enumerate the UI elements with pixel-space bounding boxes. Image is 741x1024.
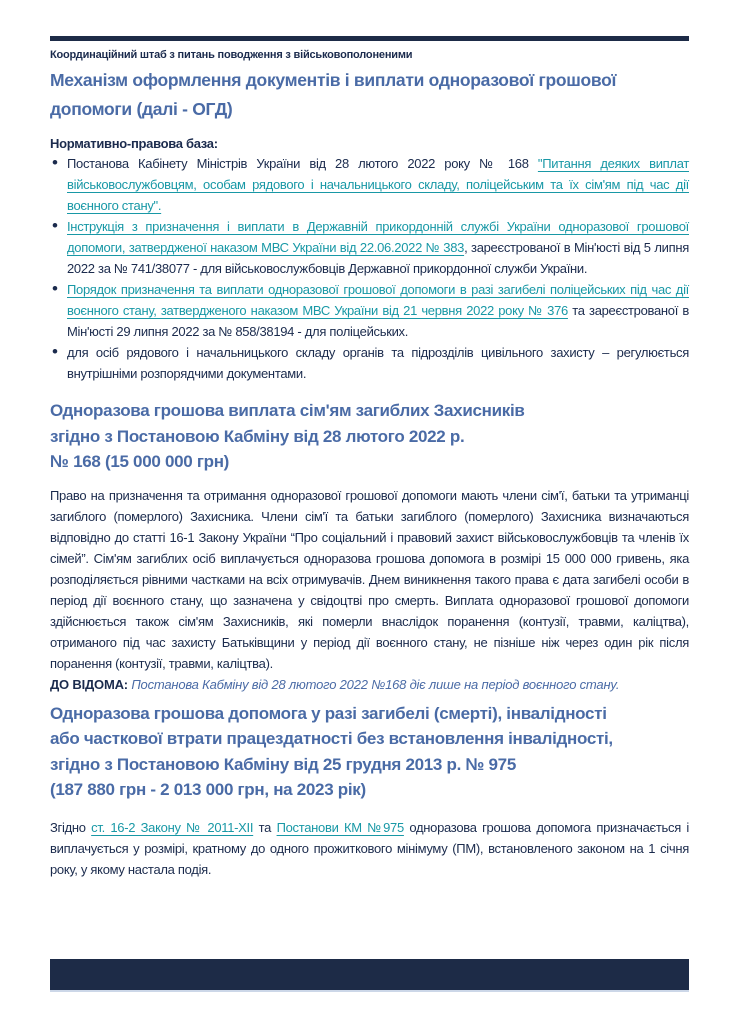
note-label: ДО ВІДОМА: [50,676,128,692]
doc-link[interactable]: "Питання деяких виплат військовослужбовцям, особам рядового і начальницького складу, поліцейським та їх сім'ям під час дії воєнного стану". [67,156,689,213]
bottom-divider-bar [50,959,689,992]
doc-title: Механізм оформлення документів і виплати одноразової грошової допомоги (далі - ОГД) [50,70,617,119]
heading-line: Одноразова грошова допомога у разі загибелі (смерті), інвалідності [50,703,607,723]
heading-line: або часткової втрати працездатності без встановлення інвалідності, [50,729,613,748]
doc-link[interactable]: Постанови КМ №975 [276,819,404,835]
text-segment: та зареєстрованої в Мін'юсті 29 липня 2022 за № 858/38194 - для поліцейських. [67,303,689,339]
doc-link[interactable]: Інструкція з призначення і виплати в Державній прикордонній службі України одноразової грошової допомоги, затвердженої наказом МВС України від 22.06.2022 № 383 [67,219,689,255]
heading-line: Одноразова грошова виплата сім'ям загиблих Захисників [50,401,525,420]
list-item [50,342,689,384]
list-item [50,153,689,216]
doc-link[interactable]: ст. 16-2 Закону № 2011-XII [91,819,254,835]
note-text: Постанова Кабміну від 28 лютого 2022 №168 діє лише на період воєнного стану. [131,676,620,692]
document-content [50,0,689,880]
heading-line: (187 880 грн - 2 013 000 грн, на 2023 рік) [50,780,366,799]
section2-paragraph [50,817,689,880]
section1-paragraph: Право на призначення та отримання одноразової грошової допомоги мають члени сім'ї, батьки та утриманці загиблого (померлого) Захисника. Члени сім'ї та батьки загиблого (померлого) Захисника визначаються відповідно до статті 16-1 Закону України “Про соціальний і правовий захист військовослужбовців та членів їх сімей”. Сім'ям загиблих осіб виплачується одноразова грошова допомога в розмірі 15 000 000 гривень, яка розподіляється рівними частками на всіх отримувачів. Днем виникнення такого права є дата загибелі особи в період дії воєнного стану, що зазначена у свідоцтві про смерть. Виплата одноразової грошової допомоги здійснюється також сім'ям Захисників, які померли внаслідок поранення (контузії, травми, каліцтва), отриманого під час захисту Батьківщини у період дії воєнного стану, не пізніше ніж через один рік після поранення (контузії, травми, каліцтва). [50,487,689,671]
org-header: Координаційний штаб з питань поводження з військовополоненими [50,49,413,61]
legal-base-heading: Нормативно-правова база: [50,136,218,151]
text-segment: для осіб рядового і начальницького складу органів та підрозділів цивільного захисту – регулюється внутрішніми розпорядчими документами. [67,345,689,381]
heading-line: № 168 (15 000 000 грн) [50,452,230,471]
text-segment: одноразова грошова допомога призначається і виплачується у розмірі, кратному до одного прожиткового мінімуму (ПМ), встановленого законом на 1 січня року, у якому настала подія. [50,819,690,877]
text-segment: , зареєстрованої в Мін'юсті від 5 липня 2022 за № 741/38077 - для військовослужбовців Державної прикордонної служби України. [67,240,689,276]
heading-line: згідно з Постановою Кабміну від 28 лютого 2022 р. [50,426,465,446]
legal-base-list [50,153,689,384]
section2-heading [50,701,689,803]
heading-line: згідно з Постановою Кабміну від 25 грудня 2013 р. № 975 [50,754,516,774]
section1-heading [50,398,689,475]
text-segment: Згідно [50,819,92,835]
section1-note [50,674,689,695]
top-divider-bar [50,36,689,41]
doc-link[interactable]: Порядок призначення та виплати одноразової грошової допомоги в разі загибелі поліцейських під час дії воєнного стану, затвердженого наказом МВС України від 21 червня 2022 року № 376 [67,282,689,318]
list-item [50,279,689,342]
list-item [50,216,689,279]
text-segment: та [253,819,277,835]
text-segment: Постанова Кабінету Міністрів України від 28 лютого 2022 року № 168 [67,156,538,171]
